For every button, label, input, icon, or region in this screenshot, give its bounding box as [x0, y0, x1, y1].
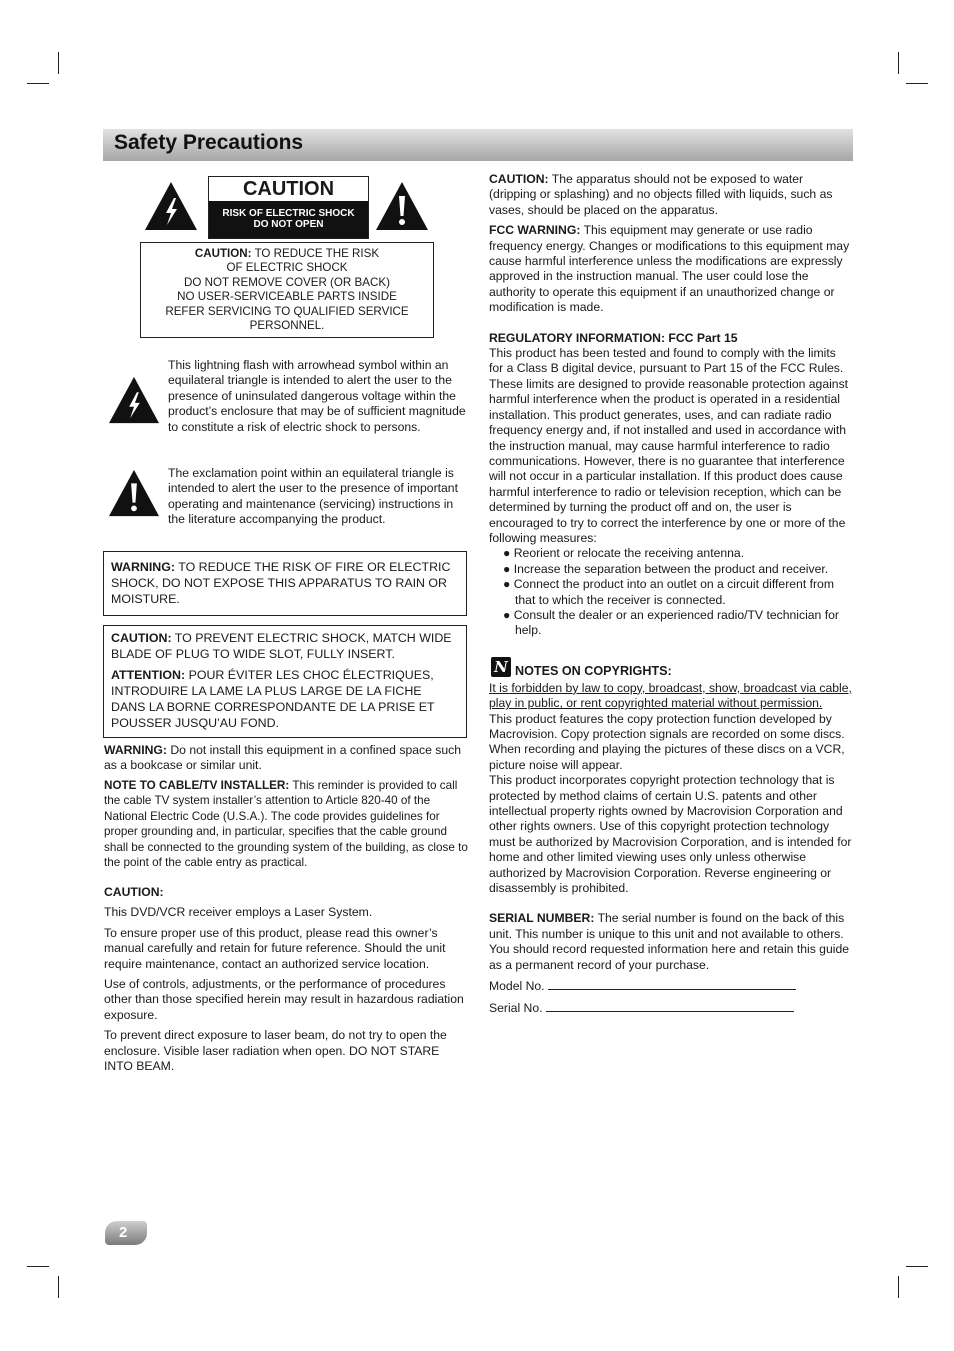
exclamation-triangle-icon	[107, 468, 161, 518]
regulatory-text: This product has been tested and found to comply with the limits for a Class B digital device, pursuant to Part 15 of the FCC Rules. These limits are designed to provide reasonable protection against harmful interference when the product is operated in a residential installation. This product generates, uses, and can radiate radio frequency energy and, if not installed and used in accordance with the instruction manual, may cause harmful interference to radio communications. However, there is no guarantee that interference will not occur in a particular installation. If this product does cause harmful interference to radio or television reception, which can be determined by turning the product off and on, the user is encouraged to try to correct the interference by one or more of the following measures:	[489, 346, 849, 545]
caution-box-line: PERSONNEL.	[249, 319, 325, 333]
fcc-warning-lead: FCC WARNING:	[489, 223, 581, 238]
caution-label-line1: RISK OF ELECTRIC SHOCK	[222, 208, 355, 219]
caution-plug-box	[103, 625, 467, 738]
caution-label-banner	[209, 201, 368, 238]
fcc-warning	[489, 223, 853, 315]
crop-mark	[906, 1266, 928, 1267]
warning-box	[103, 551, 467, 616]
crop-mark	[27, 83, 49, 84]
copyrights-paragraph: This product incorporates copyright protection technology that is protected by method claims of certain U.S. patents and other intellectual property rights owned by Macrovision Corporation and other rights owners. Use of this copyright protection technology must be authorized by Macrovision Corporation, and is intended for home and other limited viewing uses only unless otherwise authorized by Macrovision Corporation. Reverse engineering or disassembly is prohibited.	[489, 773, 852, 896]
caution-label	[208, 176, 369, 239]
caution-water-text: The apparatus should not be exposed to water (dripping or splashing) and no objects filled with liquids, such as vases, should be placed on the apparatus.	[489, 172, 833, 217]
page-number-badge	[105, 1221, 147, 1245]
caution-label-heading: CAUTION	[242, 178, 335, 200]
caution-box-line: TO REDUCE THE RISK	[254, 247, 380, 260]
crop-mark	[58, 1276, 59, 1298]
caution-plug-text: TO PREVENT ELECTRIC SHOCK, MATCH WIDE BLADE OF PLUG TO WIDE SLOT, FULLY INSERT.	[111, 631, 452, 661]
caution-box	[140, 242, 434, 338]
model-number-row	[489, 978, 853, 994]
serial-number-label: Serial No.	[489, 1000, 543, 1015]
caution-label-row	[103, 173, 468, 239]
caution-box-line: OF ELECTRIC SHOCK	[226, 261, 348, 275]
crop-mark	[898, 1276, 899, 1298]
serial-number-section	[489, 911, 853, 973]
crop-mark	[906, 83, 928, 84]
exclamation-triangle-icon	[374, 180, 430, 232]
caution-box-lead: CAUTION:	[194, 247, 252, 260]
regulatory-heading: REGULATORY INFORMATION: FCC Part 15	[489, 330, 738, 345]
lightning-description: This lightning flash with arrowhead symbol within an equilateral triangle is intended to alert the user to the presence of uninsulated dangerous voltage within the product’s enclosure that may be of sufficient magnitude to constitute a risk of electric shock to persons.	[168, 358, 466, 434]
regulatory-bullet: ● Increase the separation between the product and receiver.	[503, 561, 829, 576]
caution-water	[489, 172, 853, 218]
note-icon: N	[491, 657, 511, 677]
note-installer	[104, 778, 468, 870]
caution-box-line: NO USER-SERVICEABLE PARTS INSIDE	[177, 290, 397, 304]
regulatory-bullet: ● Consult the dealer or an experienced radio/TV technician for help.	[503, 607, 839, 638]
page-number: 2	[119, 1224, 128, 1241]
copyrights-paragraph: This product features the copy protection function developed by Macrovision. Copy protection signals are recorded on some discs. When recording and playing the pictures of these discs on a VCR, picture noise will appear.	[489, 711, 845, 772]
crop-mark	[898, 52, 899, 74]
caution-label-line2: DO NOT OPEN	[253, 219, 324, 230]
warning-text: TO REDUCE THE RISK OF FIRE OR ELECTRIC SHOCK, DO NOT EXPOSE THIS APPARATUS TO RAIN OR MOISTURE.	[111, 560, 451, 606]
laser-paragraph: This DVD/VCR receiver employs a Laser System.	[104, 905, 373, 920]
serial-number-line[interactable]	[546, 1000, 794, 1012]
regulatory-bullet: ● Connect the product into an outlet on a circuit different from that to which the receiver is connected.	[503, 577, 834, 607]
crop-mark	[27, 1266, 49, 1267]
caution-box-line: DO NOT REMOVE COVER (OR BACK)	[184, 275, 390, 289]
copyrights-heading: NOTES ON COPYRIGHTS:	[515, 663, 672, 678]
title-bar	[103, 129, 853, 161]
model-number-label: Model No.	[489, 979, 545, 994]
serial-number-text: The serial number is found on the back of this unit. This number is unique to this unit and not available to others. You should record requested information here and retain this guide as a permanent record of your purchase.	[489, 911, 849, 972]
caution-plug-lead: CAUTION:	[111, 631, 172, 645]
right-column	[489, 172, 853, 1016]
warning-install-lead: WARNING:	[104, 743, 167, 757]
attention-text: POUR ÉVITER LES CHOC ÉLECTRIQUES, INTRODUIRE LA LAME LA PLUS LARGE DE LA FICHE DANS LA BORNE CORRESPONDANTE DE LA PRISE ET POUSSER JUSQU’AU FOND.	[111, 668, 435, 730]
model-number-line[interactable]	[548, 978, 796, 990]
laser-heading: CAUTION:	[104, 885, 164, 899]
caution-box-line: REFER SERVICING TO QUALIFIED SERVICE	[165, 304, 409, 318]
warning-install-text: Do not install this equipment in a confined space such as a bookcase or similar unit.	[104, 743, 462, 773]
warning-lead: WARNING:	[111, 560, 176, 574]
exclamation-description: The exclamation point within an equilateral triangle is intended to alert the user to the presence of important operating and maintenance (servicing) instructions in the literature accompanying the product.	[168, 466, 458, 527]
note-installer-lead: NOTE TO CABLE/TV INSTALLER:	[104, 779, 290, 792]
page-title: Safety Precautions	[114, 131, 304, 154]
note-installer-text: This reminder is provided to call the cable TV system installer’s attention to Article 820-40 of the National Electric Code (U.S.A.). The code provides guidelines for proper grounding and, in particular, specifies that the cable ground shall be connected to the grounding system of the building, as close to the point of the cable entry as practical.	[104, 779, 468, 870]
caution-water-lead: CAUTION:	[489, 172, 549, 186]
laser-paragraph: Use of controls, adjustments, or the performance of procedures other than those specified herein may result in hazardous radiation exposure.	[104, 977, 464, 1022]
copyrights-heading-row	[489, 657, 853, 679]
crop-mark	[58, 52, 59, 74]
laser-paragraph: To prevent direct exposure to laser beam, do not try to open the enclosure. Visible laser radiation when open. DO NOT STARE INTO BEAM.	[104, 1028, 447, 1074]
copyrights-underlined: It is forbidden by law to copy, broadcast, show, broadcast via cable, play in public, or rent copyrighted material without permission.	[489, 680, 852, 711]
lightning-triangle-icon	[107, 375, 161, 425]
attention-lead: ATTENTION:	[111, 668, 186, 682]
serial-number-lead: SERIAL NUMBER:	[489, 911, 595, 926]
warning-install	[104, 743, 468, 774]
lightning-triangle-icon	[143, 180, 199, 232]
laser-section	[104, 885, 468, 1074]
left-column	[103, 173, 468, 1074]
serial-number-row	[489, 1000, 853, 1016]
laser-paragraph: To ensure proper use of this product, please read this owner’s manual carefully and retain for future reference. Should the unit require maintenance, contact an authorized service location.	[104, 925, 446, 971]
fcc-warning-text: This equipment may generate or use radio frequency energy. Changes or modifications to this equipment may cause harmful interference unless the modifications are expressly approved in the instruction manual. The user could lose the authority to operate this equipment if an unauthorized change or modification is made.	[489, 223, 850, 315]
regulatory-bullet: ● Reorient or relocate the receiving antenna.	[503, 546, 745, 561]
